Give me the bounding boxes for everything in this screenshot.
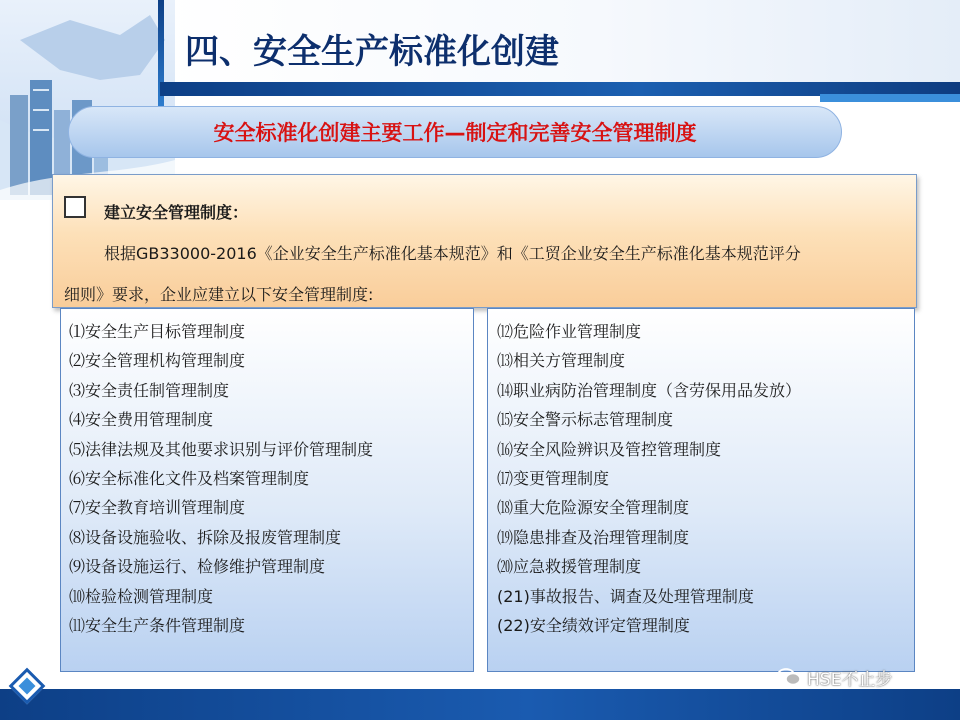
right-list-panel [487,308,915,672]
footer-bar [0,689,960,720]
intro-heading: 建立安全管理制度： [104,203,249,222]
list-item: ⑴安全生产目标管理制度 [69,322,246,341]
list-item: ⒇应急救援管理制度 [497,557,642,577]
subtitle-banner [68,106,842,158]
list-item: ⒆隐患排查及治理管理制度 [497,527,690,547]
header-bar-accent [820,94,960,102]
list-item: (21)事故报告、调查及处理管理制度 [497,586,754,606]
intro-body-line-1: 根据GB33000-2016《企业安全生产标准化基本规范》和《工贸企业安全生产标准化基本规范评分 [104,244,801,263]
right-list [488,309,914,640]
watermark-text: HSE不止步 [807,669,893,690]
list-item: ⑶安全责任制管理制度 [69,380,230,400]
intro-body-line-2: 细则》要求，企业应建立以下安全管理制度: [64,285,374,304]
list-item: ⒁职业病防治管理制度（含劳保用品发放） [497,380,802,400]
wechat-icon [776,667,802,687]
list-item: ⑻设备设施验收、拆除及报废管理制度 [69,527,342,547]
list-item: ⒃安全风险辨识及管控管理制度 [497,439,722,459]
list-item: (22)安全绩效评定管理制度 [497,615,690,635]
list-item: ⑼设备设施运行、检修维护管理制度 [69,557,326,577]
list-item: ⒅重大危险源安全管理制度 [497,498,690,518]
list-item: ⑺安全教育培训管理制度 [69,498,246,518]
list-item: ⑹安全标准化文件及档案管理制度 [69,468,310,488]
checkbox-icon [64,196,86,218]
city-skyline-image [0,0,175,200]
page-title: 四、安全生产标准化创建 [185,32,559,72]
list-item: ⒄变更管理制度 [497,468,610,488]
watermark [776,666,892,688]
list-item: ⑵安全管理机构管理制度 [69,351,246,371]
list-item: ⑿危险作业管理制度 [497,322,642,341]
list-item: ⒀相关方管理制度 [497,351,626,371]
list-item: ⑽检验检测管理制度 [69,586,214,606]
left-list [61,309,473,640]
list-item: ⒂安全警示标志管理制度 [497,410,674,430]
list-item: ⑷安全费用管理制度 [69,410,214,430]
left-list-panel [60,308,474,672]
list-item: ⑸法律法规及其他要求识别与评价管理制度 [69,439,374,459]
subtitle-text: 安全标准化创建主要工作—制定和完善安全管理制度 [213,121,697,145]
list-item: ⑾安全生产条件管理制度 [69,615,246,635]
